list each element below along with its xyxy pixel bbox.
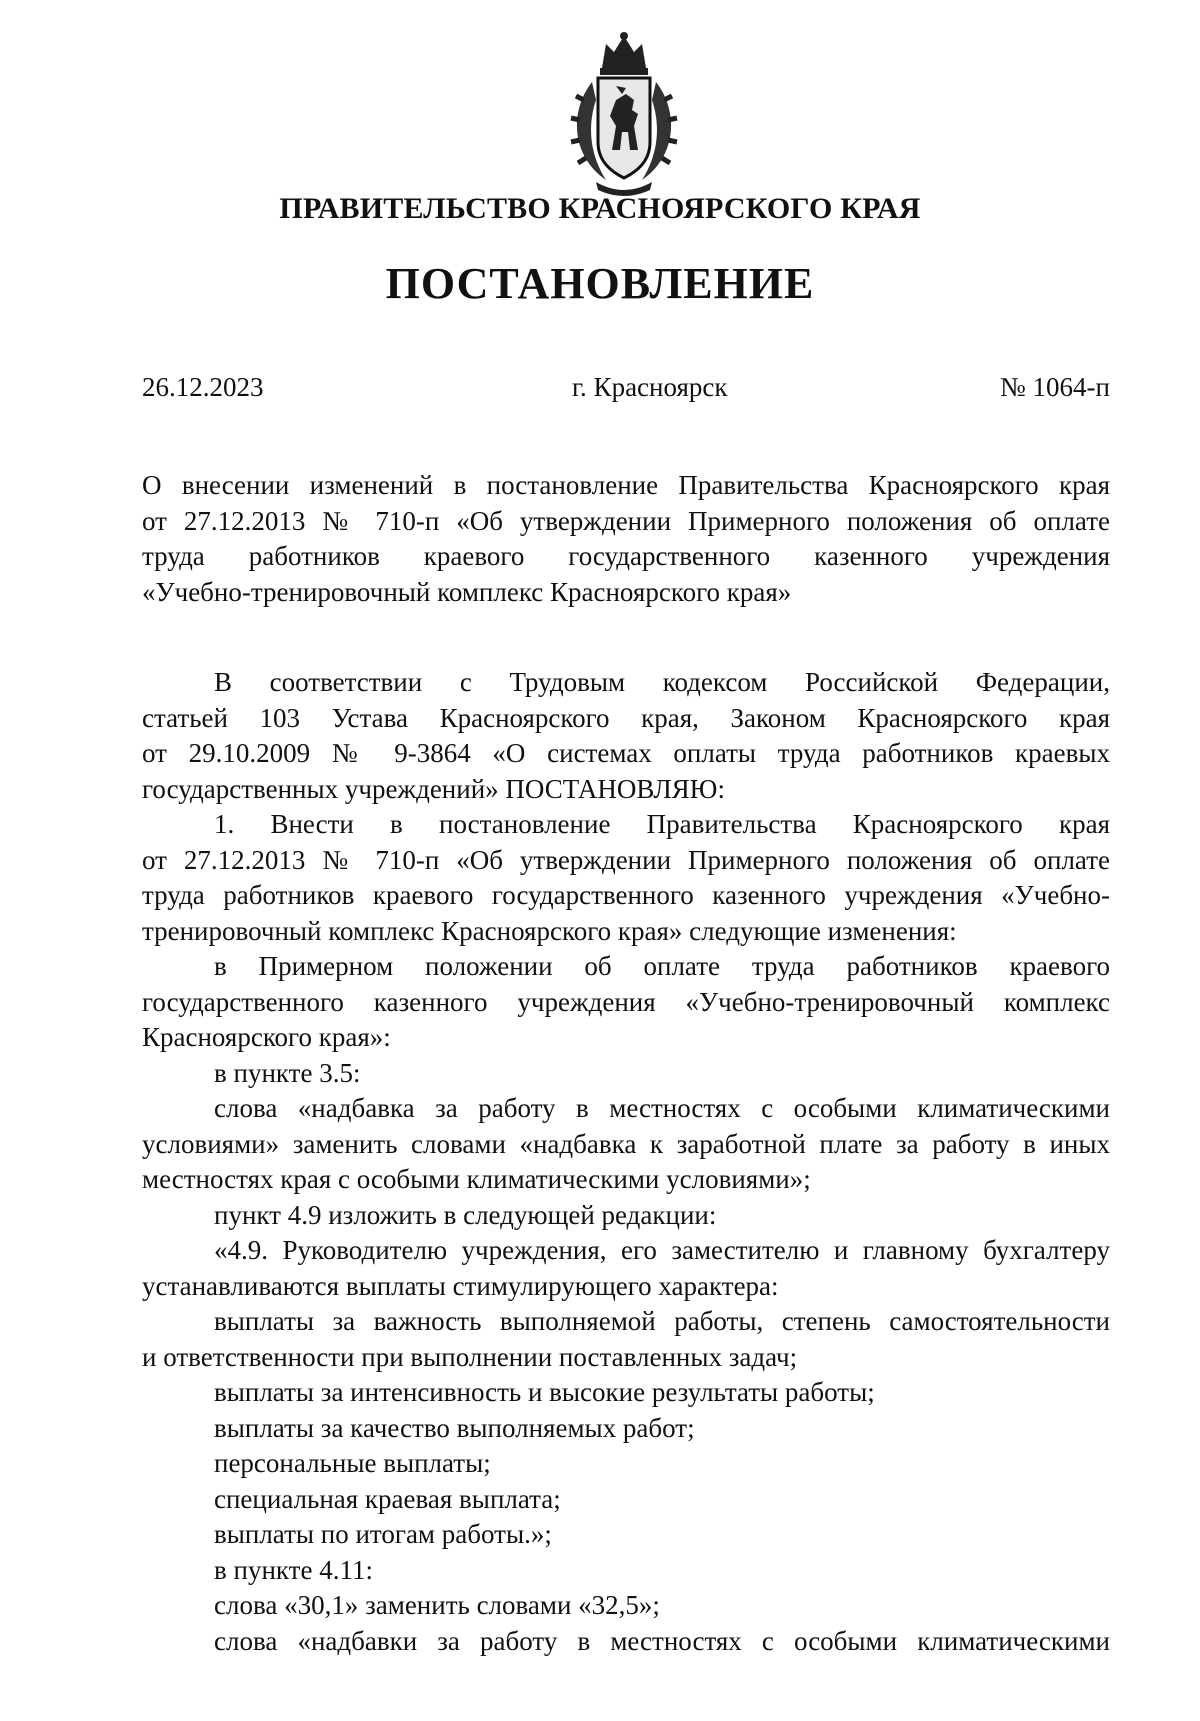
subject-line: «Учебно-тренировочный комплекс Красноярского края»	[142, 576, 792, 607]
body-line: в Примерном положении об оплате труда работников краевого	[214, 951, 1110, 981]
document-city: г. Красноярск	[572, 372, 728, 402]
body-line: государственных учреждений» ПОСТАНОВЛЯЮ:	[142, 773, 725, 804]
document-subject	[142, 468, 1110, 610]
body-line: государственного казенного учреждения «Учебно-тренировочный комплекс	[142, 986, 1110, 1017]
body-line: В соответствии с Трудовым кодексом Российской Федерации,	[214, 667, 1110, 697]
body-line: специальная краевая выплата;	[214, 1483, 561, 1514]
body-line: в пункте 3.5:	[214, 1057, 361, 1088]
document-body	[142, 665, 1110, 1659]
body-line: в пункте 4.11:	[214, 1554, 373, 1585]
subject-line: О внесении изменений в постановление Правительства Красноярского края	[142, 470, 1110, 500]
document-meta	[142, 372, 1110, 403]
body-line: слова «надбавки за работу в местностях с особыми климатическими	[214, 1625, 1110, 1656]
body-line: от 29.10.2009 № 9-3864 «О системах оплаты труда работников краевых	[142, 738, 1110, 768]
body-line: труда работников краевого государственного казенного учреждения «Учебно-	[142, 880, 1110, 910]
body-line: и ответственности при выполнении поставленных задач;	[142, 1341, 798, 1372]
body-line: слова «надбавка за работу в местностях с особыми климатическими	[214, 1093, 1110, 1123]
body-line: пункт 4.9 изложить в следующей редакции:	[214, 1199, 717, 1230]
body-line: выплаты за интенсивность и высокие результаты работы;	[214, 1377, 875, 1407]
body-line: статьей 103 Устава Красноярского края, Законом Красноярского края	[142, 702, 1110, 733]
body-line: тренировочный комплекс Красноярского края» следующие изменения:	[142, 915, 957, 946]
body-line: Красноярского края»:	[142, 1022, 391, 1052]
body-line: выплаты по итогам работы.»;	[214, 1519, 552, 1549]
body-line: слова «30,1» заменить словами «32,5»;	[214, 1590, 660, 1620]
body-line: условиями» заменить словами «надбавка к заработной плате за работу в иных	[142, 1128, 1110, 1159]
subject-line: от 27.12.2013 № 710-п «Об утверждении Примерного положения об оплате	[142, 505, 1110, 536]
document-date: 26.12.2023	[142, 372, 264, 402]
body-line: «4.9. Руководителю учреждения, его заместителю и главному бухгалтеру	[214, 1235, 1110, 1265]
krasnoyarsk-coat-of-arms-icon	[562, 30, 686, 200]
body-line: местностях края с особыми климатическими условиями»;	[142, 1164, 811, 1194]
body-line: выплаты за качество выполняемых работ;	[214, 1412, 695, 1443]
body-line: 1. Внести в постановление Правительства Красноярского края	[214, 809, 1110, 839]
body-line: от 27.12.2013 № 710-п «Об утверждении Примерного положения об оплате	[142, 844, 1110, 875]
subject-line: труда работников краевого государственного казенного учреждения	[142, 541, 1110, 571]
document-number: № 1064-п	[1000, 372, 1110, 402]
body-line: выплаты за важность выполняемой работы, степень самостоятельности	[214, 1306, 1110, 1336]
document-type: ПОСТАНОВЛЕНИЕ	[385, 259, 815, 308]
body-line: устанавливаются выплаты стимулирующего характера:	[142, 1270, 779, 1301]
body-line: персональные выплаты;	[214, 1448, 491, 1478]
government-name: ПРАВИТЕЛЬСТВО КРАСНОЯРСКОГО КРАЯ	[279, 192, 921, 225]
